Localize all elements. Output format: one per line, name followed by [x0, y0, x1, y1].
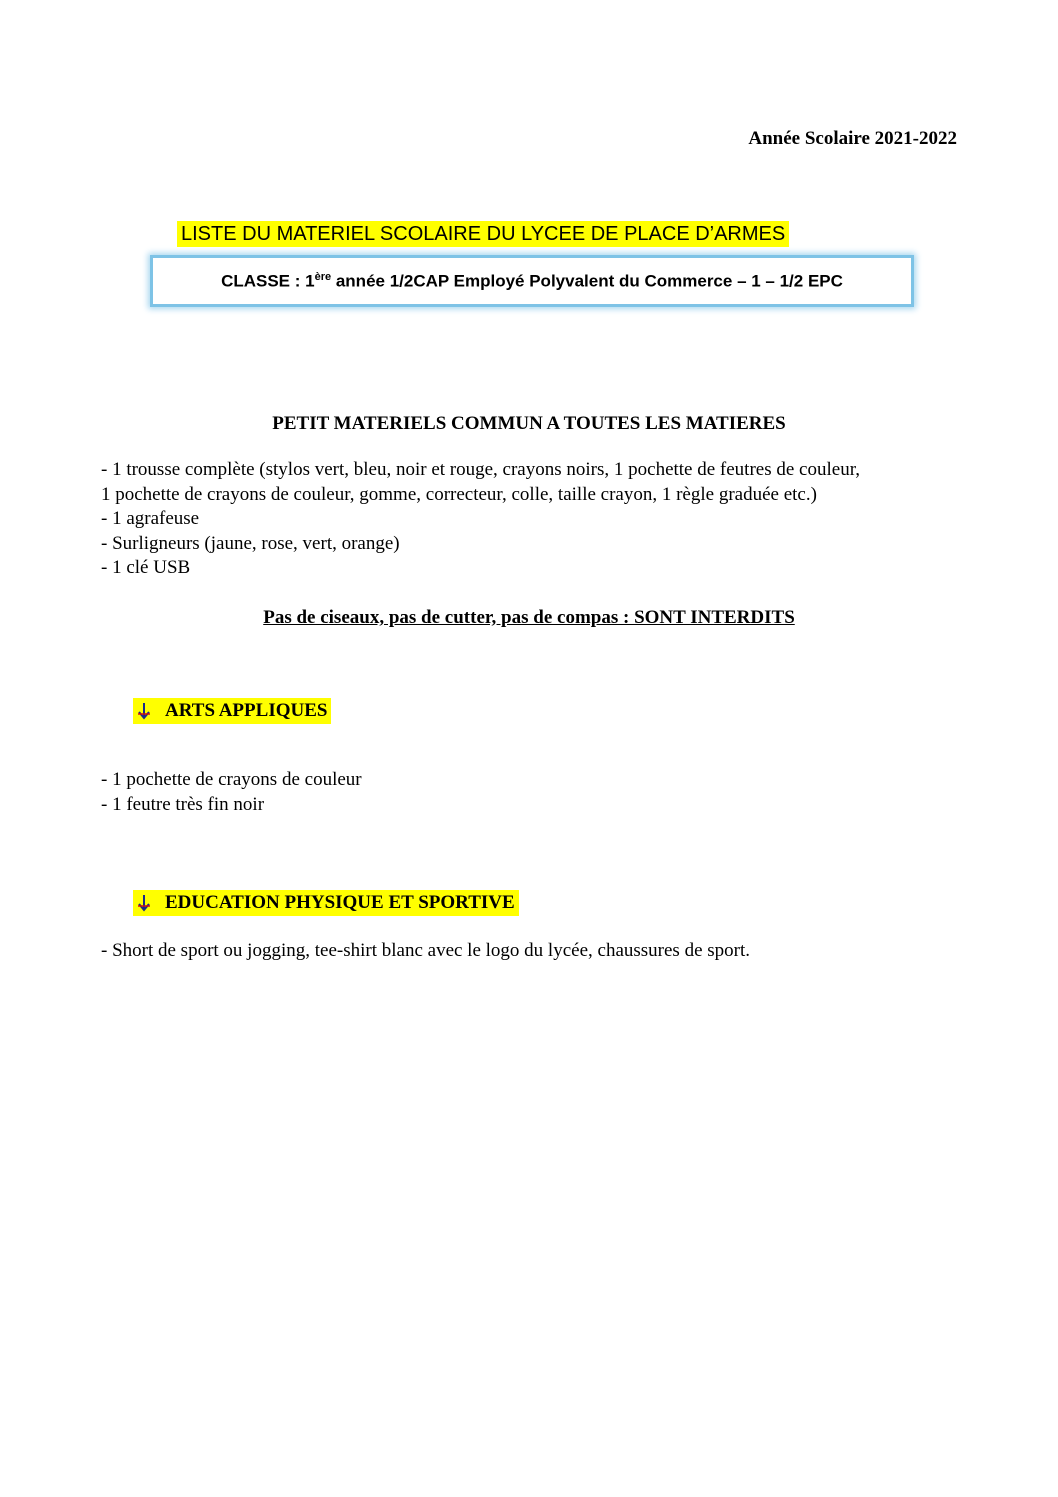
arts-list [101, 768, 362, 817]
arts-heading [133, 698, 331, 724]
class-box [150, 255, 914, 307]
list-item: - Surligneurs (jaune, rose, vert, orange) [101, 532, 400, 554]
forbidden-items-warning: Pas de ciseaux, pas de cutter, pas de compas : SONT INTERDITS [263, 607, 795, 628]
document-title: LISTE DU MATERIEL SCOLAIRE DU LYCEE DE PLACE D’ARMES [177, 221, 789, 247]
list-item: - 1 pochette de crayons de couleur [101, 769, 362, 790]
class-suffix: année 1/2CAP Employé Polyvalent du Commerce – 1 – 1/2 EPC [331, 271, 843, 291]
eps-heading-label: EDUCATION PHYSIQUE ET SPORTIVE [165, 892, 515, 913]
list-item: 1 pochette de crayons de couleur, gomme, correcteur, colle, taille crayon, 1 règle graduée etc.) [101, 483, 817, 505]
class-superscript: ère [314, 270, 332, 283]
arrow-down-icon [137, 894, 151, 912]
common-list [101, 458, 860, 581]
eps-list [101, 939, 750, 964]
list-item: - Short de sport ou jogging, tee-shirt blanc avec le logo du lycée, chaussures de sport. [101, 940, 750, 961]
arts-heading-label: ARTS APPLIQUES [165, 700, 328, 721]
school-year: Année Scolaire 2021-2022 [748, 128, 957, 149]
list-item: - 1 trousse complète (stylos vert, bleu, noir et rouge, crayons noirs, 1 pochette de feutres de couleur, [101, 459, 861, 480]
class-label [221, 271, 843, 292]
list-item: - 1 feutre très fin noir [101, 793, 265, 815]
list-item: - 1 agrafeuse [101, 508, 200, 529]
class-prefix: CLASSE : 1 [221, 271, 315, 291]
list-item: - 1 clé USB [101, 557, 191, 578]
common-heading: PETIT MATERIELS COMMUN A TOUTES LES MATIERES [272, 413, 786, 434]
eps-heading [133, 890, 519, 916]
arrow-down-icon [137, 702, 151, 720]
